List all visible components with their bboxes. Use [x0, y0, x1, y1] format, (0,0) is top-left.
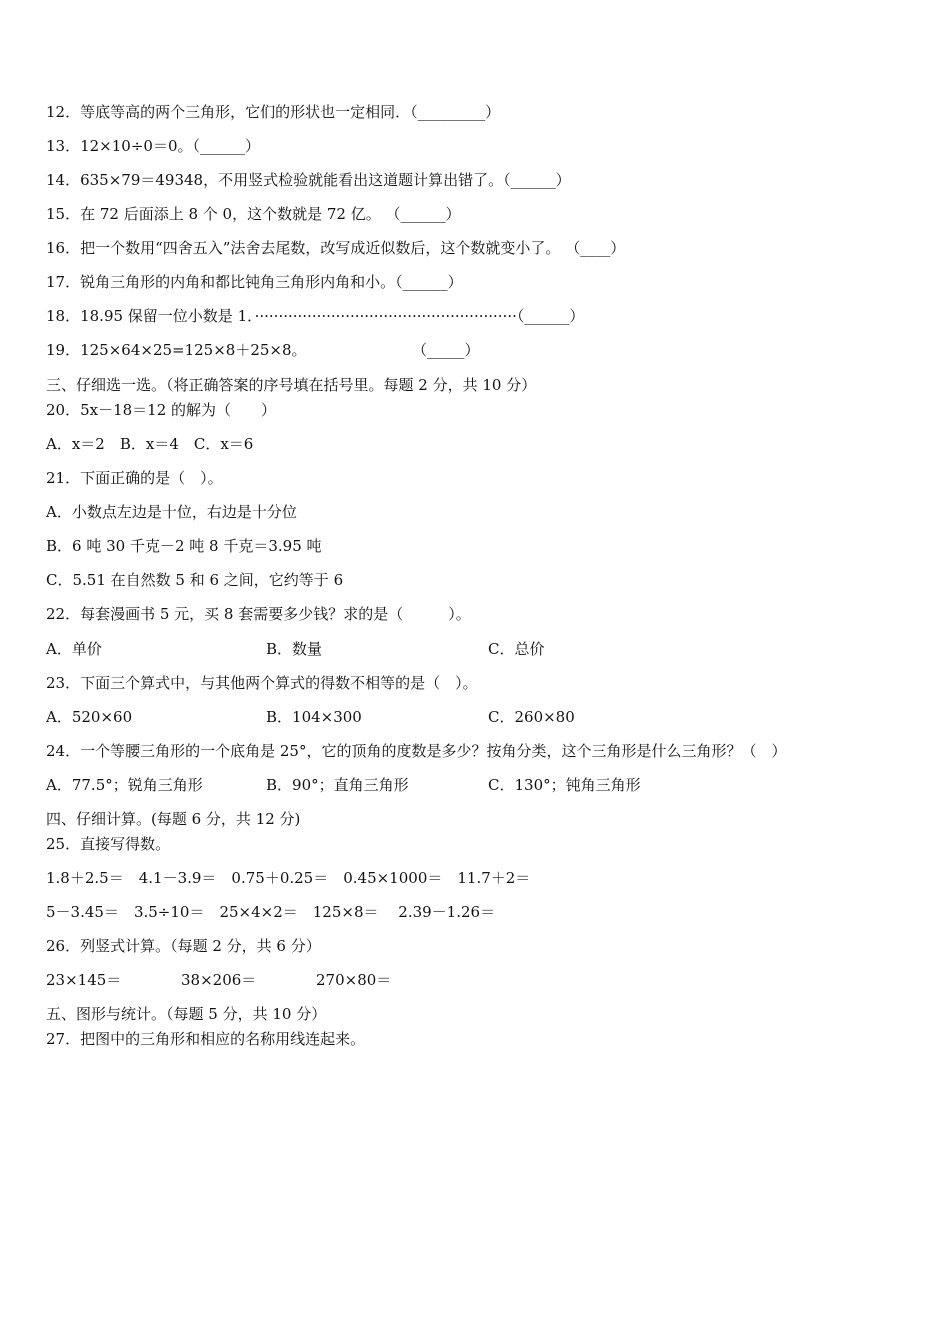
section-3-title: 三、仔细选一选。（将正确答案的序号填在括号里。每题 2 分，共 10 分） — [46, 376, 537, 394]
question-19: 19．125×64×25=125×8＋25×8。 — [46, 341, 307, 359]
question-21-option-a: A．小数点左边是十位，右边是十分位 — [46, 503, 297, 521]
question-23-option-a: A．520×60 — [46, 708, 133, 726]
question-23-option-c: C．260×80 — [488, 708, 575, 726]
question-24-option-c: C．130°；钝角三角形 — [488, 776, 641, 794]
question-22-option-a: A．单价 — [46, 640, 102, 658]
question-26-item-c: 270×80＝ — [316, 971, 392, 989]
question-20-stem: 20．5x－18＝12 的解为（ ） — [46, 401, 277, 419]
question-26-stem: 26．列竖式计算。（每题 2 分，共 6 分） — [46, 937, 321, 955]
question-25-row-1: 1.8＋2.5＝ 4.1－3.9＝ 0.75＋0.25＝ 0.45×1000＝ 11.7＋2＝ — [46, 869, 531, 887]
question-12: 12．等底等高的两个三角形，它们的形状也一定相同．（_________） — [46, 103, 501, 121]
question-18: 18．18.95 保留一位小数是 1．·······················································（______） — [46, 307, 585, 325]
question-21-option-c: C．5.51 在自然数 5 和 6 之间，它约等于 6 — [46, 571, 344, 589]
question-20-options: A．x＝2 B．x＝4 C．x＝6 — [46, 435, 254, 453]
question-19-answer-blank: （_____） — [412, 341, 480, 359]
question-21-stem: 21．下面正确的是（ ）。 — [46, 469, 223, 487]
question-17: 17．锐角三角形的内角和都比钝角三角形内角和小。（______） — [46, 273, 463, 291]
question-24-option-b: B．90°；直角三角形 — [266, 776, 409, 794]
question-27: 27．把图中的三角形和相应的名称用线连起来。 — [46, 1030, 366, 1048]
question-22-option-b: B．数量 — [266, 640, 323, 658]
question-22-stem: 22．每套漫画书 5 元，买 8 套需要多少钱？求的是（ ）。 — [46, 605, 471, 623]
question-26-item-b: 38×206＝ — [181, 971, 257, 989]
question-23-option-b: B．104×300 — [266, 708, 362, 726]
question-23-stem: 23．下面三个算式中，与其他两个算式的得数不相等的是（ ）。 — [46, 674, 478, 692]
question-13: 13．12×10÷0＝0。（______） — [46, 137, 260, 155]
question-22-option-c: C．总价 — [488, 640, 545, 658]
question-26-item-a: 23×145＝ — [46, 971, 122, 989]
question-24-stem: 24．一个等腰三角形的一个底角是 25°，它的顶角的度数是多少？按角分类，这个三角形是什么三角形？（ ） — [46, 742, 787, 760]
question-15: 15．在 72 后面添上 8 个 0，这个数就是 72 亿。 （______） — [46, 205, 461, 223]
question-25-stem: 25．直接写得数。 — [46, 835, 171, 853]
question-24-option-a: A．77.5°；锐角三角形 — [46, 776, 203, 794]
question-16: 16．把一个数用“四舍五入”法舍去尾数，改写成近似数后，这个数就变小了。 （____） — [46, 239, 626, 257]
question-21-option-b: B．6 吨 30 千克－2 吨 8 千克＝3.95 吨 — [46, 537, 322, 555]
question-14: 14．635×79＝49348，不用竖式检验就能看出这道题计算出错了。（______） — [46, 171, 571, 189]
section-4-title: 四、仔细计算。(每题 6 分，共 12 分) — [46, 810, 301, 828]
question-25-row-2: 5－3.45＝ 3.5÷10＝ 25×4×2＝ 125×8＝ 2.39－1.26＝ — [46, 903, 496, 921]
section-5-title: 五、图形与统计。（每题 5 分，共 10 分） — [46, 1005, 327, 1023]
